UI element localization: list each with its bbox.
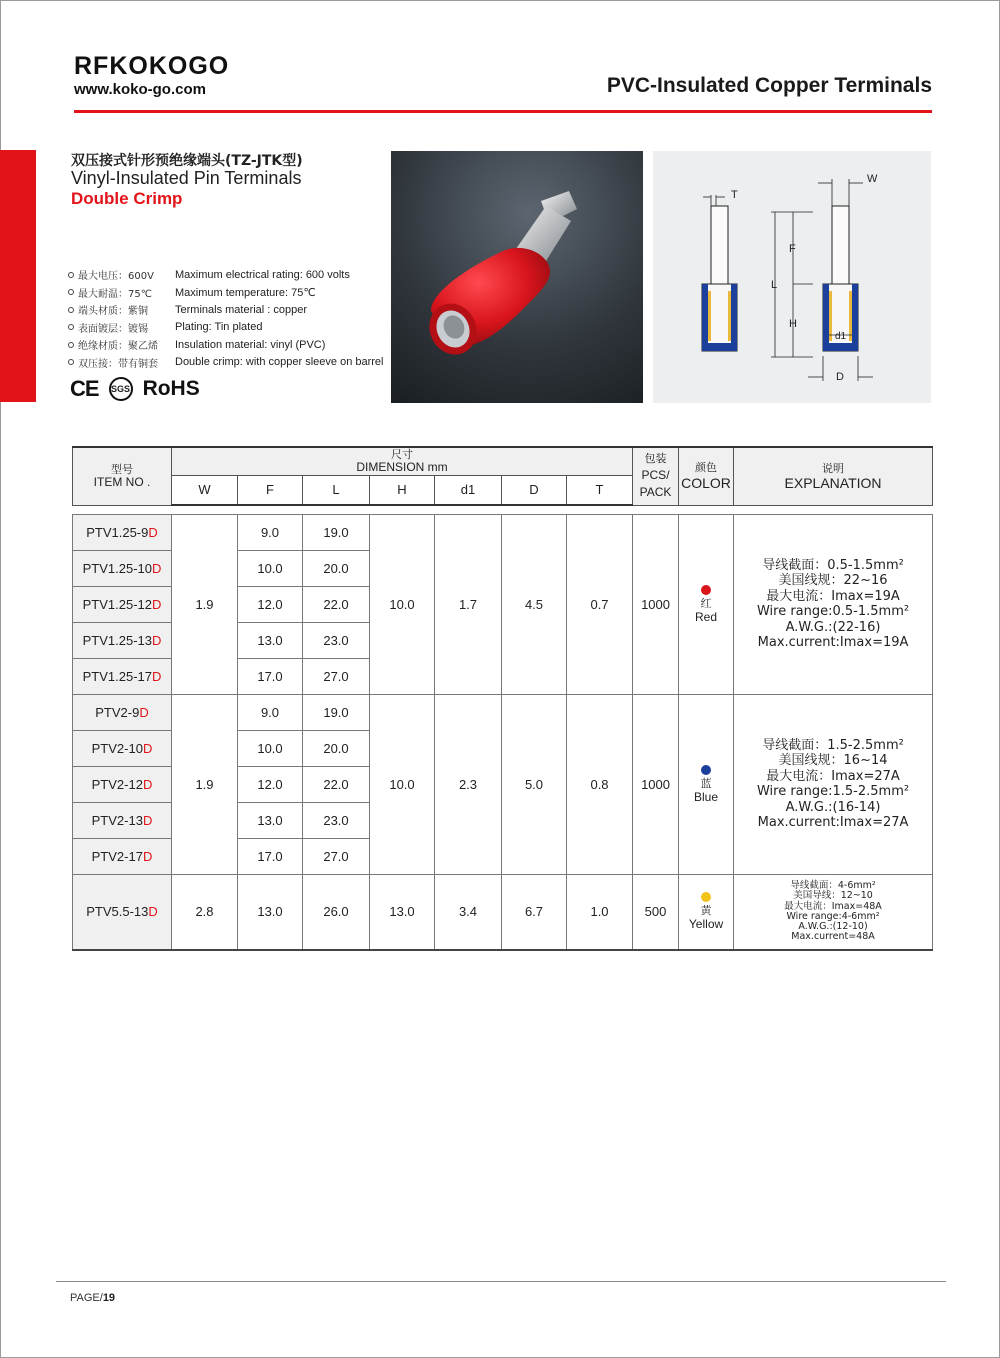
cell-h: 10.0: [370, 514, 435, 694]
cell-color: 黄 Yellow: [679, 874, 734, 950]
label-f: F: [789, 243, 796, 255]
bullet-icon: [68, 342, 74, 348]
item-number: PTV1.25-13D: [73, 622, 172, 658]
spec-cn: 表面镀层：镀锡: [78, 323, 148, 335]
sgs-mark-icon: SGS: [109, 377, 133, 401]
spec-en: Insulation material: vinyl (PVC): [175, 338, 326, 351]
cell-d: 6.7: [502, 874, 567, 950]
header-w: W: [172, 475, 238, 505]
brand-block: [74, 52, 229, 98]
bullet-icon: [68, 324, 74, 330]
cell-f: 10.0: [238, 550, 303, 586]
product-title-cn: 双压接式针形预绝缘端头(TZ-JTK型): [71, 153, 303, 169]
label-d: D: [836, 371, 844, 383]
footer-rule: [56, 1281, 946, 1282]
cell-h: 13.0: [370, 874, 435, 950]
bullet-icon: [68, 307, 74, 313]
header-d: D: [502, 475, 567, 505]
spec-list: [68, 266, 384, 371]
table-row: [73, 514, 933, 550]
cell-l: 19.0: [303, 514, 370, 550]
label-t: T: [731, 189, 738, 201]
cell-l: 27.0: [303, 838, 370, 874]
header-l: L: [303, 475, 370, 505]
cell-l: 20.0: [303, 550, 370, 586]
spec-en: Maximum temperature: 75℃: [175, 286, 316, 299]
spec-item: [68, 284, 384, 302]
cell-w: 1.9: [172, 514, 238, 694]
product-photo: [391, 151, 643, 403]
spec-item: [68, 301, 384, 319]
specification-table: [72, 446, 933, 951]
cell-t: 0.7: [567, 514, 633, 694]
spec-en: Maximum electrical rating: 600 volts: [175, 268, 350, 281]
cell-d1: 1.7: [435, 514, 502, 694]
spec-cn: 绝缘材质：聚乙烯: [78, 341, 158, 353]
header-rule: [74, 110, 932, 113]
cell-t: 0.8: [567, 694, 633, 874]
cell-d: 4.5: [502, 514, 567, 694]
cell-d1: 2.3: [435, 694, 502, 874]
cell-w: 1.9: [172, 694, 238, 874]
ce-mark-icon: CE: [70, 376, 99, 401]
document-title: PVC-Insulated Copper Terminals: [606, 74, 932, 97]
yellow-dot-icon: [701, 892, 711, 902]
item-number: PTV2-12D: [73, 766, 172, 802]
cell-f: 13.0: [238, 874, 303, 950]
cell-l: 27.0: [303, 658, 370, 694]
cell-f: 13.0: [238, 802, 303, 838]
cell-t: 1.0: [567, 874, 633, 950]
cell-f: 13.0: [238, 622, 303, 658]
rohs-mark-icon: RoHS: [142, 377, 200, 400]
item-number: PTV2-10D: [73, 730, 172, 766]
blue-dot-icon: [701, 765, 711, 775]
red-dot-icon: [701, 585, 711, 595]
cell-l: 26.0: [303, 874, 370, 950]
item-number: PTV1.25-12D: [73, 586, 172, 622]
spec-item: [68, 354, 384, 372]
side-accent-bar: [0, 150, 36, 402]
cell-l: 19.0: [303, 694, 370, 730]
cell-d: 5.0: [502, 694, 567, 874]
product-subtitle: Double Crimp: [71, 189, 183, 208]
label-l: L: [771, 279, 778, 291]
cell-f: 17.0: [238, 658, 303, 694]
brand-logo: RFKOKOGO: [74, 52, 230, 80]
item-number: PTV1.25-10D: [73, 550, 172, 586]
bullet-icon: [68, 289, 74, 295]
spec-item: [68, 319, 384, 337]
label-d1: d1: [835, 331, 847, 342]
dimension-drawing: [653, 151, 931, 403]
item-number: PTV1.25-17D: [73, 658, 172, 694]
spec-item: [68, 266, 384, 284]
header-explanation: 说明 EXPLANATION: [734, 447, 933, 505]
cell-pack: 1000: [633, 514, 679, 694]
cell-d1: 3.4: [435, 874, 502, 950]
item-number: PTV2-9D: [73, 694, 172, 730]
cell-f: 9.0: [238, 694, 303, 730]
cell-f: 10.0: [238, 730, 303, 766]
cell-f: 12.0: [238, 586, 303, 622]
cell-color: 蓝 Blue: [679, 694, 734, 874]
bullet-icon: [68, 272, 74, 278]
cell-f: 9.0: [238, 514, 303, 550]
header-d1: d1: [435, 475, 502, 505]
spec-cn: 最大耐温：75℃: [78, 288, 152, 300]
header-pack: 包装 PCS/ PACK: [633, 447, 679, 505]
page-number: PAGE/19: [70, 1292, 116, 1304]
spec-en: Terminals material : copper: [175, 303, 308, 316]
spec-cn: 最大电压：600V: [78, 271, 154, 283]
label-w: W: [867, 173, 878, 185]
spec-en: Double crimp: with copper sleeve on barrel: [175, 356, 384, 369]
cell-l: 23.0: [303, 622, 370, 658]
header-color: 颜色 COLOR: [679, 447, 734, 505]
cell-l: 23.0: [303, 802, 370, 838]
cell-color: 红 Red: [679, 514, 734, 694]
spec-cn: 双压接：带有铜套: [78, 358, 158, 370]
table-row: [73, 694, 933, 730]
label-h: H: [789, 318, 797, 330]
cell-explanation: 导线截面：4-6mm² 美国导线：12~10 最大电流：Imax=48A Wire range:4-6mm² A.W.G.:(12-10) Max.current=48A: [734, 874, 933, 950]
cell-pack: 500: [633, 874, 679, 950]
spec-item: [68, 336, 384, 354]
item-number: PTV2-13D: [73, 802, 172, 838]
table-row: [73, 874, 933, 950]
cell-f: 12.0: [238, 766, 303, 802]
header-item: 型号 ITEM NO .: [73, 447, 172, 505]
brand-website: www.koko-go.com: [74, 81, 206, 98]
bullet-icon: [68, 359, 74, 365]
cell-pack: 1000: [633, 694, 679, 874]
header-h: H: [370, 475, 435, 505]
item-number: PTV5.5-13D: [73, 874, 172, 950]
cell-explanation: 导线截面：0.5-1.5mm² 美国线规：22~16 最大电流：Imax=19A Wire range:0.5-1.5mm² A.W.G.:(22-16) Max.current:Imax=19A: [734, 514, 933, 694]
item-number: PTV1.25-9D: [73, 514, 172, 550]
cell-l: 22.0: [303, 586, 370, 622]
product-title-en: Vinyl-Insulated Pin Terminals: [71, 168, 302, 188]
spec-en: Plating: Tin plated: [175, 321, 263, 334]
item-number: PTV2-17D: [73, 838, 172, 874]
cell-w: 2.8: [172, 874, 238, 950]
cell-l: 22.0: [303, 766, 370, 802]
spec-cn: 端头材质：紫铜: [78, 306, 148, 318]
cell-l: 20.0: [303, 730, 370, 766]
header-t: T: [567, 475, 633, 505]
cell-explanation: 导线截面：1.5-2.5mm² 美国线规：16~14 最大电流：Imax=27A Wire range:1.5-2.5mm² A.W.G.:(16-14) Max.current:Imax=27A: [734, 694, 933, 874]
header-dimension: 尺寸 DIMENSION mm: [172, 447, 633, 475]
header-f: F: [238, 475, 303, 505]
certification-marks: [70, 376, 200, 402]
cell-h: 10.0: [370, 694, 435, 874]
cell-f: 17.0: [238, 838, 303, 874]
